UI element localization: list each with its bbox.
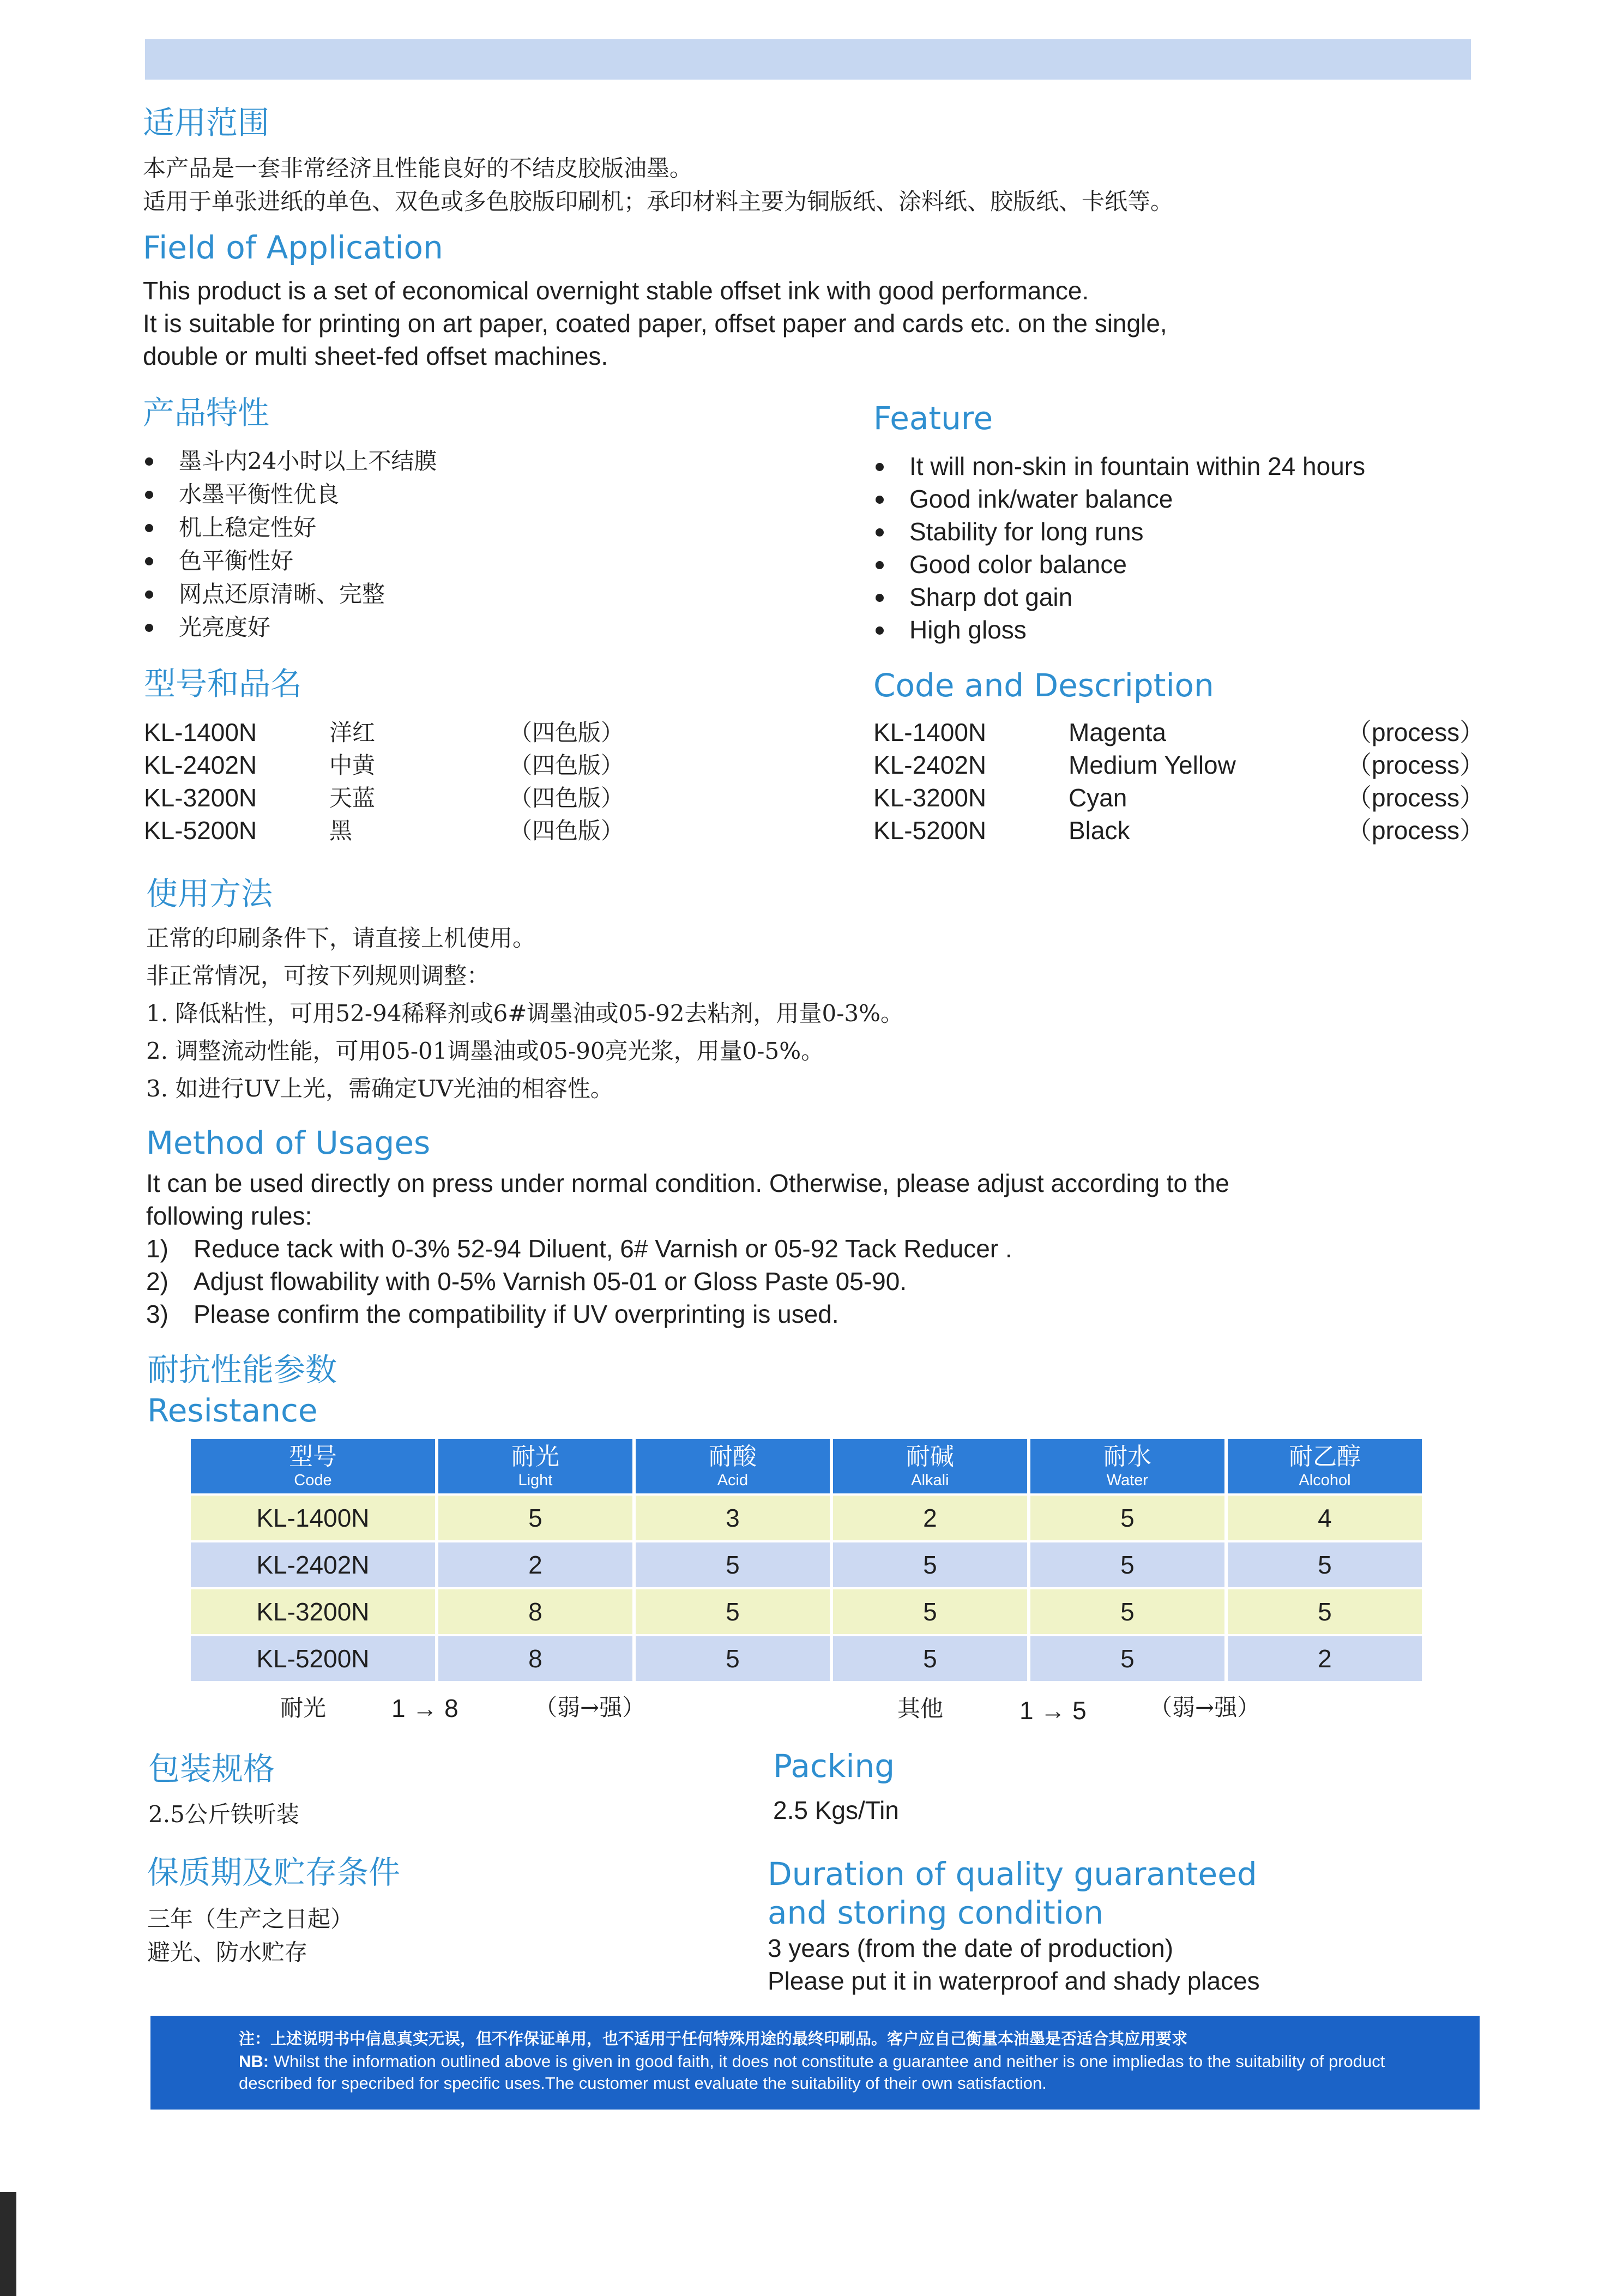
- code-value: KL-2402N: [873, 751, 987, 779]
- disclaimer-zh: 注：上述说明书中信息真实无误，但不作保证单用，也不适用于任何特殊用途的最终印刷品。客户应自己衡量本油墨是否适合其应用要求: [239, 2029, 1188, 2048]
- code-type: （process）: [1347, 718, 1485, 746]
- usage-line-en: 2) Adjust flowability with 0-5% Varnish 05-01 or Gloss Paste 05-90.: [146, 1267, 907, 1295]
- feature-item-en: Good ink/water balance: [873, 483, 1365, 515]
- storage-line-en: 3 years (from the date of production): [768, 1934, 1174, 1962]
- code-value: KL-2402N: [144, 751, 257, 779]
- code-row-en: [873, 716, 1485, 749]
- table-cell: 5: [833, 1636, 1027, 1681]
- code-type: （process）: [1347, 751, 1485, 779]
- scope-title-zh: 适用范围: [143, 104, 270, 141]
- table-cell: 5: [636, 1636, 830, 1681]
- storage-text-en: [768, 1932, 1260, 1997]
- header-en: Light: [518, 1472, 553, 1489]
- code-name: 洋红: [329, 719, 376, 746]
- header-zh: 耐光: [511, 1443, 559, 1471]
- codes-table-zh: [144, 716, 624, 847]
- code-value: KL-3200N: [873, 784, 987, 812]
- table-cell: 5: [1228, 1542, 1422, 1587]
- table-cell: 8: [438, 1589, 632, 1634]
- table-cell: 4: [1228, 1496, 1422, 1540]
- header-en: Code: [294, 1472, 332, 1489]
- table-cell: 5: [1228, 1589, 1422, 1634]
- usage-title-zh: 使用方法: [146, 875, 273, 912]
- code-name: Black: [1069, 816, 1130, 845]
- usage-line-zh: 1. 降低粘性，可用52-94稀释剂或6#调墨油或05-92去粘剂，用量0-3%。: [146, 1000, 904, 1027]
- codes-title-en: Code and Description: [873, 667, 1214, 704]
- table-cell: 5: [833, 1542, 1027, 1587]
- code-row-en: [873, 749, 1485, 781]
- resistance-title-zh: 耐抗性能参数: [147, 1351, 337, 1388]
- code-row-zh: [144, 749, 624, 781]
- header-en: Acid: [717, 1472, 749, 1489]
- table-cell: KL-5200N: [191, 1636, 435, 1681]
- feature-item-en: Good color balance: [873, 548, 1365, 581]
- disclaimer-box: [150, 2016, 1480, 2110]
- storage-title-en: [768, 1855, 1257, 1932]
- table-cell: 5: [438, 1496, 632, 1540]
- legend-light-label: 耐光: [280, 1695, 327, 1721]
- header-zh: 耐酸: [708, 1443, 757, 1471]
- scope-line-zh: 适用于单张进纸的单色、双色或多色胶版印刷机；承印材料主要为铜版纸、涂料纸、胶版纸、卡纸等。: [143, 188, 1174, 215]
- code-row-en: [873, 781, 1485, 814]
- feature-item-zh: 光亮度好: [143, 611, 437, 644]
- storage-text-zh: [147, 1902, 353, 1969]
- usage-line-en: following rules:: [146, 1202, 312, 1230]
- feature-item-en: Sharp dot gain: [873, 581, 1365, 613]
- features-title-en: Feature: [873, 400, 993, 437]
- column-header-alcohol: [1228, 1439, 1422, 1493]
- code-row-zh: [144, 814, 624, 847]
- feature-item-zh: 水墨平衡性优良: [143, 478, 437, 511]
- usage-text-en: [146, 1167, 1229, 1330]
- packing-text-zh: 2.5公斤铁听装: [148, 1801, 299, 1828]
- code-value: KL-3200N: [144, 784, 257, 812]
- resistance-table: [188, 1437, 1425, 1683]
- usage-text-zh: [146, 919, 903, 1107]
- codes-title-zh: 型号和品名: [144, 665, 303, 702]
- scope-line-en: It is suitable for printing on art paper, coated paper, offset paper and cards etc. on the single,: [143, 309, 1167, 338]
- table-cell: 5: [636, 1542, 830, 1587]
- storage-line-zh: 三年（生产之日起）: [147, 1906, 354, 1932]
- table-cell: KL-1400N: [191, 1496, 435, 1540]
- column-header-alkali: [833, 1439, 1027, 1493]
- code-name: 中黄: [329, 752, 376, 779]
- usage-line-en: 3) Please confirm the compatibility if UV overprinting is used.: [146, 1300, 839, 1328]
- features-title-zh: 产品特性: [143, 394, 270, 431]
- header-zh: 耐乙醇: [1288, 1443, 1361, 1471]
- table-cell: KL-2402N: [191, 1542, 435, 1587]
- table-cell: 2: [833, 1496, 1027, 1540]
- packing-title-zh: 包装规格: [148, 1750, 275, 1787]
- legend-light-range: 1 → 8: [391, 1694, 458, 1722]
- code-type: （process）: [1347, 816, 1485, 845]
- code-value: KL-1400N: [873, 718, 987, 746]
- table-row: [191, 1636, 1422, 1681]
- packing-title-en: Packing: [773, 1747, 895, 1785]
- column-header-acid: [636, 1439, 830, 1493]
- scope-line-en: This product is a set of economical overnight stable offset ink with good performance.: [143, 276, 1089, 305]
- feature-item-en: High gloss: [873, 613, 1365, 646]
- feature-item-zh: 色平衡性好: [143, 544, 437, 577]
- table-cell: 5: [833, 1589, 1027, 1634]
- storage-line-en: Please put it in waterproof and shady places: [768, 1967, 1260, 1995]
- header-en: Water: [1106, 1472, 1149, 1489]
- table-cell: KL-3200N: [191, 1589, 435, 1634]
- features-list-zh: [143, 444, 437, 644]
- features-list-en: [873, 450, 1365, 646]
- disclaimer-en-text: Whilst the information outlined above is given in good faith, it does not constitute a guarantee and neither is one impliedas to the suitability of product described for specribed for specific uses.The customer must evaluate the suitability of their own satisfaction.: [239, 2052, 1385, 2093]
- code-value: KL-1400N: [144, 718, 257, 746]
- feature-item-zh: 墨斗内24小时以上不结膜: [143, 444, 437, 478]
- code-type: （process）: [1347, 784, 1485, 812]
- usage-line-en: It can be used directly on press under normal condition. Otherwise, please adjust according to the: [146, 1169, 1229, 1197]
- scope-text-en: [143, 274, 1167, 372]
- usage-line-zh: 3. 如进行UV上光，需确定UV光油的相容性。: [146, 1075, 613, 1102]
- code-row-zh: [144, 716, 624, 749]
- code-name: 天蓝: [329, 785, 376, 811]
- feature-item-en: Stability for long runs: [873, 515, 1365, 548]
- resistance-header-row: [191, 1439, 1422, 1493]
- scope-text-zh: [143, 152, 1173, 218]
- code-type: （四色版）: [509, 719, 624, 746]
- code-name: Magenta: [1069, 718, 1167, 746]
- scope-title-en: Field of Application: [143, 229, 443, 266]
- resistance-grid: [188, 1437, 1425, 1683]
- usage-title-en: Method of Usages: [146, 1124, 431, 1161]
- table-row: [191, 1542, 1422, 1587]
- table-cell: 5: [636, 1589, 830, 1634]
- table-row: [191, 1496, 1422, 1540]
- code-type: （四色版）: [509, 752, 624, 779]
- codes-table-en: [873, 716, 1485, 847]
- code-value: KL-5200N: [873, 816, 987, 845]
- code-row-zh: [144, 781, 624, 814]
- storage-line-zh: 避光、防水贮存: [147, 1939, 308, 1966]
- storage-title-line: and storing condition: [768, 1894, 1104, 1931]
- feature-item-zh: 网点还原清晰、完整: [143, 577, 437, 611]
- usage-line-en: 1) Reduce tack with 0-3% 52-94 Diluent, 6# Varnish or 05-92 Tack Reducer .: [146, 1234, 1012, 1263]
- feature-item-zh: 机上稳定性好: [143, 511, 437, 544]
- nb-label: NB:: [239, 2052, 269, 2071]
- feature-item-en: It will non-skin in fountain within 24 hours: [873, 450, 1365, 483]
- code-name: 黑: [329, 817, 353, 844]
- table-cell: 2: [1228, 1636, 1422, 1681]
- column-header-code: [191, 1439, 435, 1493]
- header-en: Alkali: [911, 1472, 949, 1489]
- code-value: KL-5200N: [144, 816, 257, 845]
- disclaimer-en: [239, 2051, 1452, 2094]
- header-en: Alcohol: [1299, 1472, 1351, 1489]
- table-cell: 2: [438, 1542, 632, 1587]
- packing-text-en: 2.5 Kgs/Tin: [773, 1796, 899, 1824]
- code-row-en: [873, 814, 1485, 847]
- table-cell: 5: [1030, 1636, 1224, 1681]
- top-banner-bar: [145, 39, 1471, 80]
- scope-line-zh: 本产品是一套非常经济且性能良好的不结皮胶版油墨。: [143, 155, 693, 182]
- header-zh: 耐碱: [906, 1443, 954, 1471]
- legend-other-label: 其他: [897, 1695, 944, 1722]
- code-type: （四色版）: [509, 785, 624, 811]
- legend-other-range: 1 → 5: [1019, 1696, 1087, 1725]
- column-header-light: [438, 1439, 632, 1493]
- scope-line-en: double or multi sheet-fed offset machines.: [143, 342, 608, 370]
- header-zh: 型号: [288, 1443, 337, 1471]
- table-cell: 8: [438, 1636, 632, 1681]
- storage-title-line: Duration of quality guaranteed: [768, 1855, 1257, 1893]
- legend-other-note: （弱→强）: [1149, 1694, 1260, 1721]
- table-cell: 5: [1030, 1542, 1224, 1587]
- table-cell: 3: [636, 1496, 830, 1540]
- scan-edge: [0, 2192, 16, 2296]
- table-cell: 5: [1030, 1496, 1224, 1540]
- code-name: Cyan: [1069, 784, 1127, 812]
- code-type: （四色版）: [509, 817, 624, 844]
- storage-title-zh: 保质期及贮存条件: [147, 1854, 401, 1891]
- table-row: [191, 1589, 1422, 1634]
- usage-line-zh: 正常的印刷条件下，请直接上机使用。: [146, 925, 536, 951]
- usage-line-zh: 2. 调整流动性能，可用05-01调墨油或05-90亮光浆，用量0-5%。: [146, 1038, 824, 1064]
- column-header-water: [1030, 1439, 1224, 1493]
- code-name: Medium Yellow: [1069, 751, 1236, 779]
- table-cell: 5: [1030, 1589, 1224, 1634]
- legend-light-note: （弱→强）: [534, 1694, 645, 1721]
- usage-line-zh: 非正常情况，可按下列规则调整：: [146, 962, 490, 989]
- header-zh: 耐水: [1103, 1443, 1151, 1471]
- resistance-title-en: Resistance: [147, 1392, 318, 1429]
